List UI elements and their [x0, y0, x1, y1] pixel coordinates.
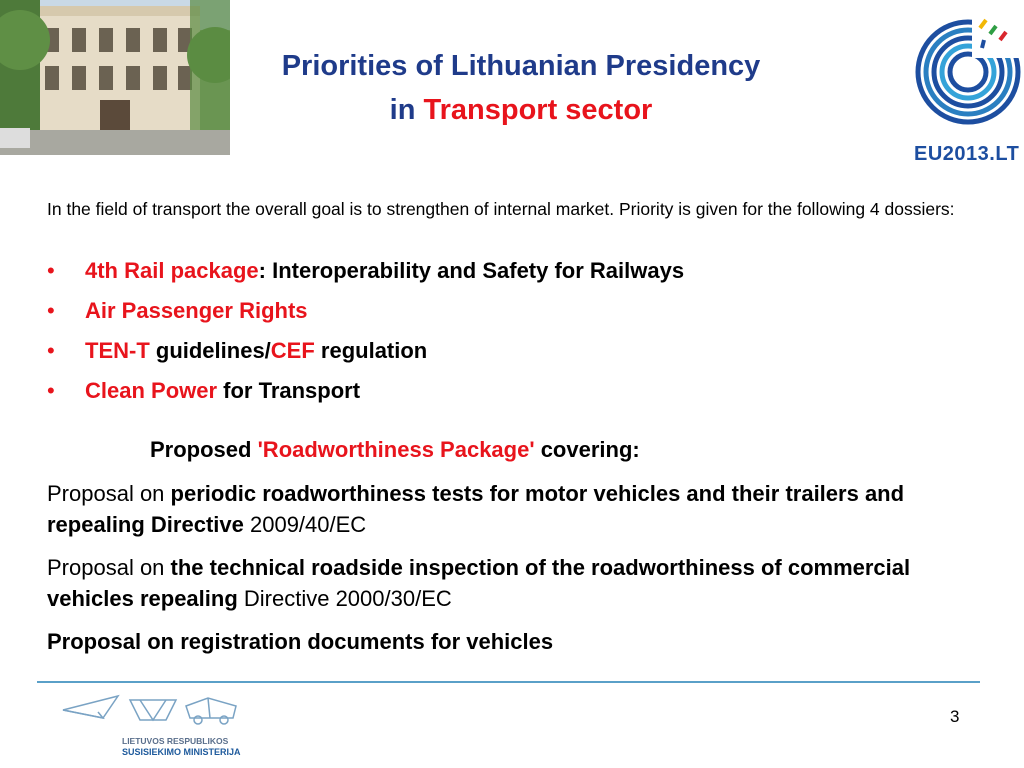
- list-item: [47, 257, 977, 297]
- ministry-line-2: SUSISIEKIMO MINISTERIJA: [122, 747, 241, 757]
- list-item: [47, 377, 977, 417]
- building-photo: [0, 0, 230, 155]
- bullet-icon: •: [47, 338, 55, 363]
- proposal-1: [47, 478, 982, 540]
- dossier-highlight-2: CEF: [270, 338, 315, 363]
- dossier-highlight: Air Passenger Rights: [85, 298, 308, 323]
- roadworthiness-heading: [150, 435, 950, 465]
- list-item: [47, 297, 977, 337]
- eu2013-logo: [910, 10, 1022, 170]
- bullet-icon: •: [47, 258, 55, 283]
- dossier-highlight: Clean Power: [85, 378, 218, 403]
- ministry-name: [122, 736, 241, 758]
- page-number: 3: [950, 707, 960, 726]
- proposal-lead: Proposal on: [47, 555, 171, 580]
- ministry-line-1: LIETUVOS RESPUBLIKOS: [122, 736, 229, 746]
- heading-suffix: covering:: [534, 437, 640, 462]
- proposal-bold: Proposal on registration documents for vehicles: [47, 629, 554, 654]
- dossier-text: for Transport: [217, 378, 361, 403]
- dossier-highlight: TEN-T: [85, 338, 150, 363]
- dossier-list: [47, 257, 977, 417]
- proposal-tail: Directive 2000/30/EC: [237, 586, 452, 611]
- title-line-1: Priorities of Lithuanian Presidency: [281, 50, 761, 82]
- dossier-text-2: regulation: [314, 338, 428, 363]
- proposal-2: [47, 552, 982, 614]
- heading-highlight: 'Roadworthiness Package': [257, 437, 535, 462]
- bullet-icon: •: [47, 298, 55, 323]
- title-highlight: Transport sector: [423, 94, 653, 126]
- proposal-bold: the technical roadside inspection of the roadworthiness of commercial vehicles repealing: [47, 555, 911, 611]
- proposal-3: [47, 626, 982, 657]
- proposal-bold: periodic roadworthiness tests for motor vehicles and their trailers and repealing Directive: [47, 481, 905, 537]
- eu2013-logo-text: EU2013.LT: [914, 143, 1020, 165]
- title-line-2: [232, 88, 810, 132]
- title-line-2-prefix: in: [389, 94, 424, 126]
- slide-title: [232, 44, 810, 132]
- dossier-text: guidelines/: [149, 338, 271, 363]
- footer-divider: [37, 681, 980, 683]
- bullet-icon: •: [47, 378, 55, 403]
- dossier-highlight: 4th Rail package: [85, 258, 259, 283]
- heading-prefix: Proposed: [150, 437, 258, 462]
- proposal-tail: 2009/40/EC: [243, 512, 367, 537]
- intro-text: In the field of transport the overall goal is to strengthen of internal market. Priority is given for the following 4 dossiers:: [47, 199, 955, 219]
- dossier-text: : Interoperability and Safety for Railways: [258, 258, 685, 283]
- list-item: [47, 337, 977, 377]
- proposal-lead: Proposal on: [47, 481, 171, 506]
